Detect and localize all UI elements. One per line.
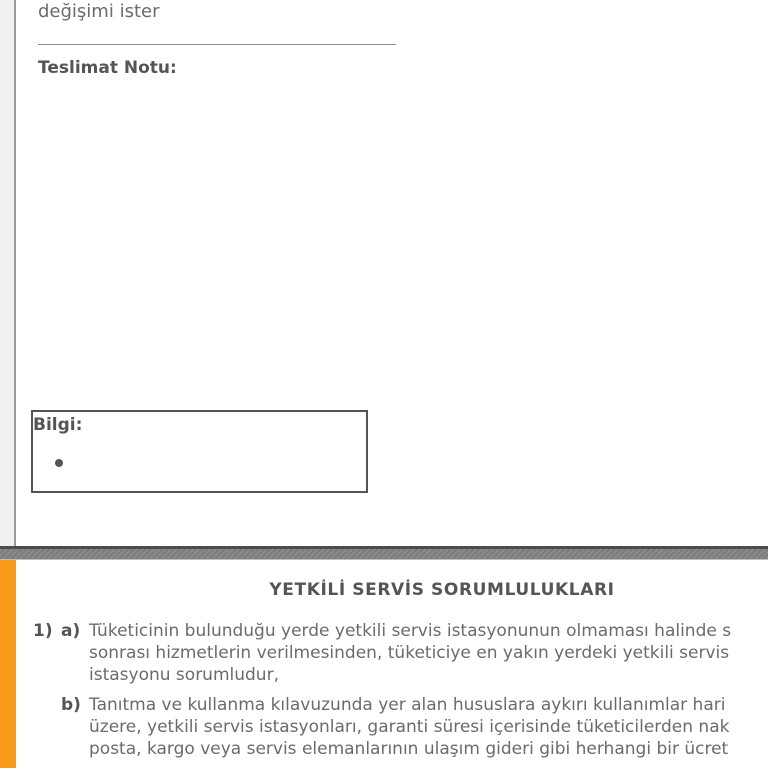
previous-line-text: değişimi ister xyxy=(38,1,160,22)
terms-panel xyxy=(0,560,768,768)
clause-line: Tüketicinin bulunduğu yerde yetkili servis istasyonunun olmaması halinde s xyxy=(89,621,732,641)
info-box xyxy=(31,410,368,493)
delivery-note-area xyxy=(38,84,396,394)
clause-line: üzere, yetkili servis istasyonları, garanti süresi içerisinde tüketicilerden nak xyxy=(89,717,730,737)
clause-number: 1) xyxy=(33,621,53,641)
signature-line xyxy=(38,44,396,45)
clause-1b xyxy=(0,694,768,764)
section-title: YETKİLİ SERVİS SORUMLULUKLARI xyxy=(269,580,615,600)
clause-line: sonrası hizmetlerin verilmesinden, tüketiciye en yakın yerdeki yetkili servis xyxy=(89,643,730,663)
clause-text xyxy=(89,620,731,686)
bullet-icon xyxy=(55,459,63,467)
left-gutter xyxy=(0,0,16,547)
section-separator xyxy=(0,546,768,560)
clause-text xyxy=(89,694,729,760)
clause-line: istasyonu sorumludur, xyxy=(89,665,279,685)
clause-1a xyxy=(0,620,768,690)
info-list xyxy=(55,452,63,471)
info-list-item xyxy=(55,452,63,471)
clause-letter: a) xyxy=(61,621,81,641)
clause-letter: b) xyxy=(61,695,81,715)
clause-line: posta, kargo veya servis elemanlarının ulaşım gideri gibi herhangi bir ücret xyxy=(89,739,729,759)
delivery-note-label: Teslimat Notu: xyxy=(38,58,177,78)
info-box-title: Bilgi: xyxy=(33,415,83,435)
clause-line: Tanıtma ve kullanma kılavuzunda yer alan hususlara aykırı kullanımlar hari xyxy=(89,695,726,715)
